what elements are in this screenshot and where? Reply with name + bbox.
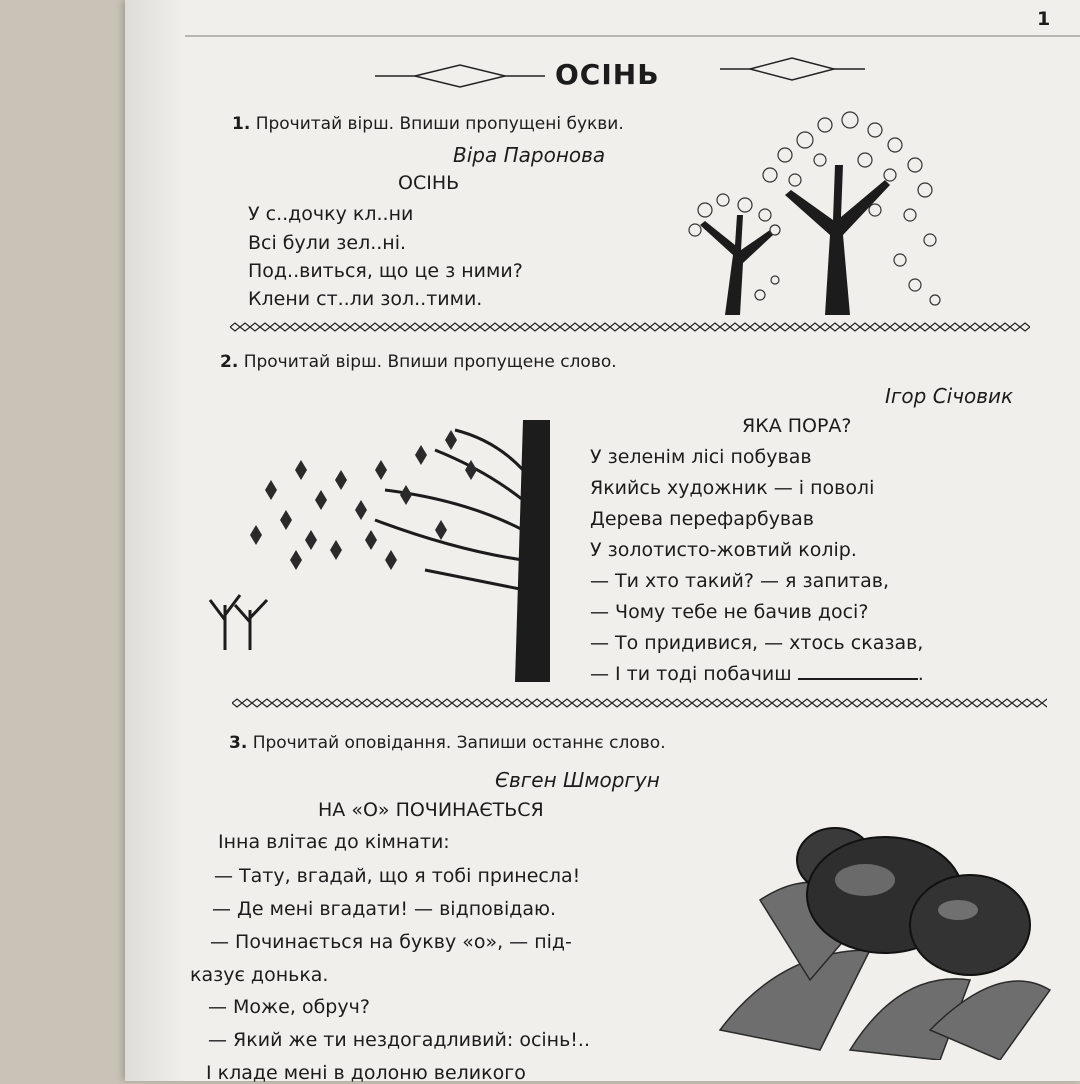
maple-trees-illustration	[675, 105, 950, 315]
task1-poem-title: ОСІНЬ	[398, 172, 460, 194]
task3-story-line: І кладе мені в долоню великого	[206, 1062, 526, 1084]
task2-author: Ігор Січовик	[885, 384, 1014, 408]
windy-tree-illustration	[205, 410, 565, 682]
answer-blank[interactable]	[798, 664, 918, 680]
task2-last-line	[590, 663, 924, 685]
task1-number: 1.	[232, 114, 251, 134]
task3-story-title: НА «О» ПОЧИНАЄТЬСЯ	[318, 799, 544, 821]
task3-story-line: Інна влітає до кімнати:	[218, 831, 450, 853]
task1-poem-line: Клени ст..ли зол..тими.	[248, 288, 483, 310]
task3-author: Євген Шморгун	[495, 768, 660, 792]
task3-story-line: — Може, обруч?	[208, 996, 370, 1018]
section-divider	[232, 698, 1047, 708]
section-divider	[230, 322, 1030, 332]
page-title: ОСІНЬ	[555, 58, 660, 91]
task2-last-line-text: — І ти тоді побачиш	[590, 663, 792, 685]
task1-poem-line: Всі були зел..ні.	[248, 232, 407, 254]
task3-number: 3.	[229, 733, 248, 753]
task2-instruction-text: Прочитай вірш. Впиши пропущене слово.	[243, 352, 617, 372]
task3-story-line: — Тату, вгадай, що я тобі принесла!	[214, 865, 581, 887]
task2-poem-title: ЯКА ПОРА?	[742, 415, 852, 437]
task2-poem-line: Якийсь художник — і поволі	[590, 477, 875, 499]
task2-last-line-end: .	[917, 663, 924, 685]
task3-story-line: — Де мені вгадати! — відповідаю.	[212, 898, 557, 920]
title-ornament-right	[720, 56, 865, 82]
task2-poem-line: — То придивися, — хтось сказав,	[590, 632, 924, 654]
task1-author: Віра Паронова	[453, 143, 606, 167]
chestnuts-illustration	[700, 800, 1060, 1060]
task2-poem-line: У золотисто-жовтий колір.	[590, 539, 857, 561]
task3-instruction-text: Прочитай оповідання. Запиши останнє слово.	[252, 733, 666, 753]
task2-poem-line: У зеленім лісі побував	[590, 446, 812, 468]
page-number: 1	[1037, 8, 1051, 30]
task2-number: 2.	[220, 352, 239, 372]
task1-instruction	[232, 114, 624, 134]
task1-instruction-text: Прочитай вірш. Впиши пропущені букви.	[255, 114, 624, 134]
task3-story-line: казує донька.	[190, 964, 329, 986]
title-ornament-left	[375, 63, 545, 89]
task2-poem-line: — Ти хто такий? — я запитав,	[590, 570, 889, 592]
task2-poem-line: — Чому тебе не бачив досі?	[590, 601, 869, 623]
task3-story-line: — Починається на букву «о», — під-	[210, 931, 572, 953]
task3-instruction	[229, 733, 666, 753]
task2-instruction	[220, 352, 617, 372]
task3-story-line: — Який же ти нездогадливий: осінь!..	[208, 1029, 590, 1051]
header-rule	[185, 35, 1080, 37]
task1-poem-line: У с..дочку кл..ни	[248, 203, 414, 225]
task2-poem-line: Дерева перефарбував	[590, 508, 814, 530]
task1-poem-line: Под..виться, що це з ними?	[248, 260, 523, 282]
